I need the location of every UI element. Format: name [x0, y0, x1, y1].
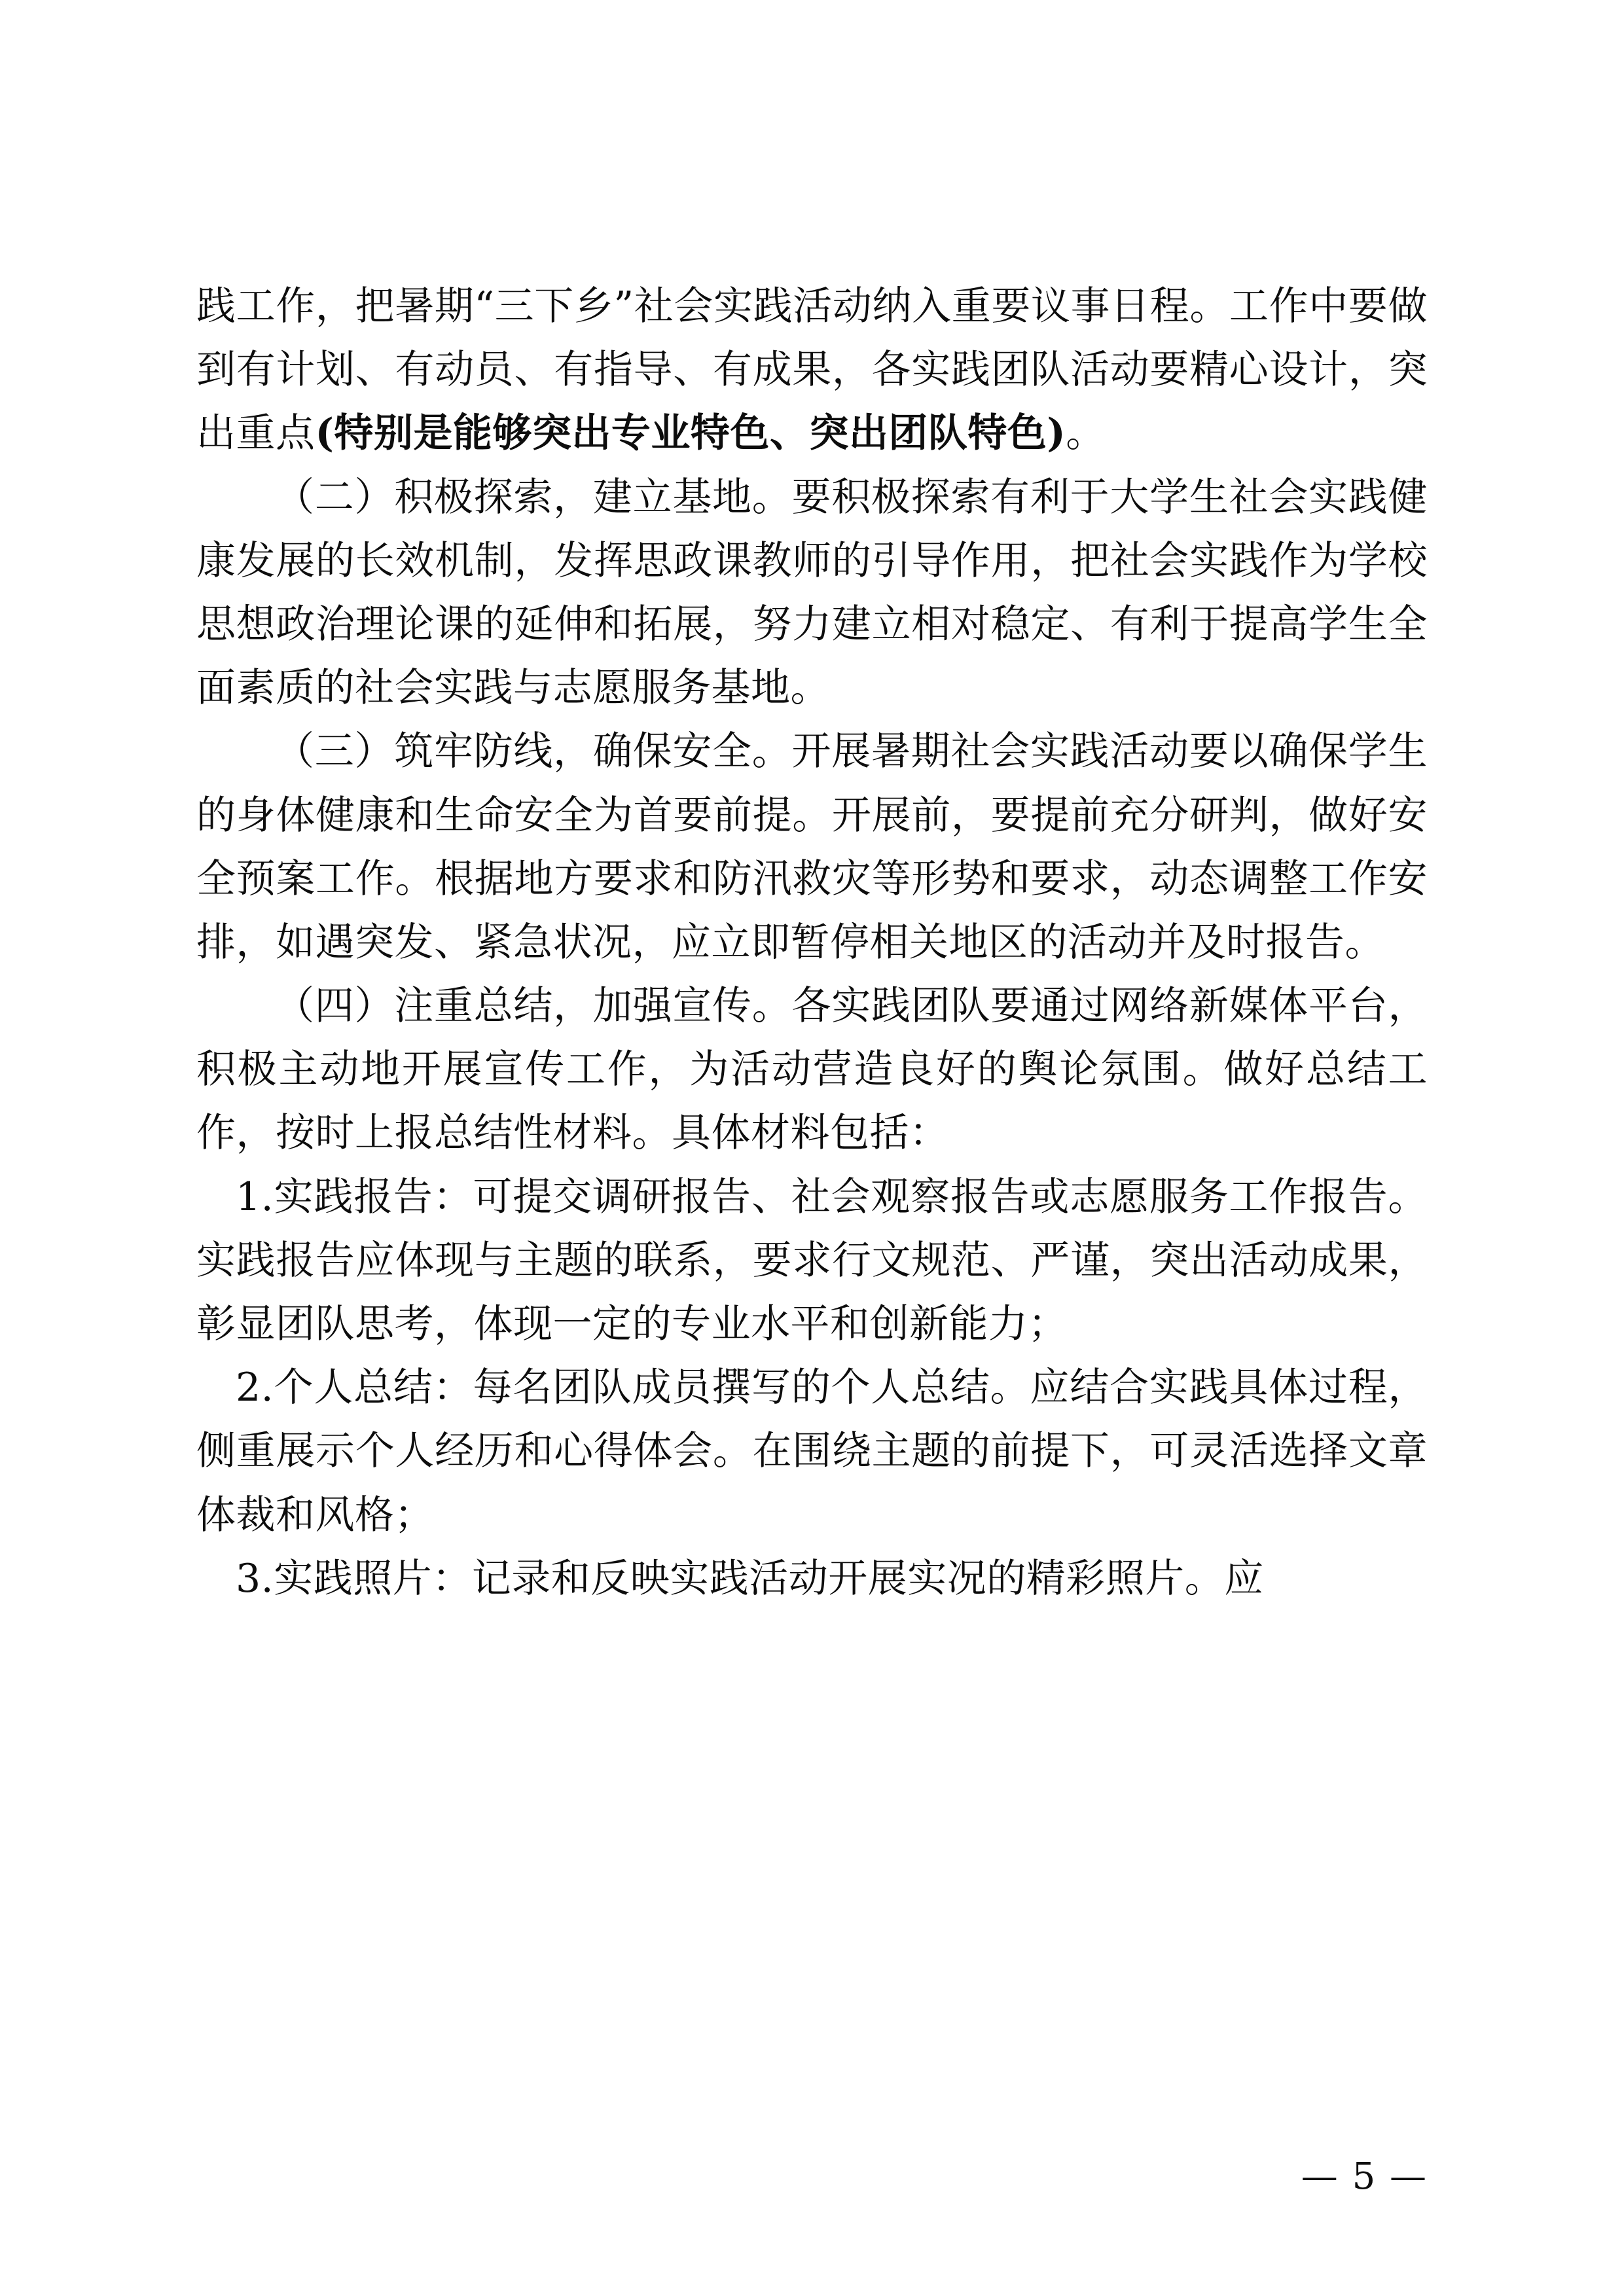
text-run: 践工作，把暑期“三下乡”社会实践活动纳入重要议事日程。工作中要做到有计划、有动员、有指导、有成果，各实践团队活动要精心设计，突出重点	[196, 283, 1428, 457]
text-run: （二）积极探索，建立基地。要积极探索有利于大学生社会实践健康发展的长效机制，发挥思政课教师的引导作用，把社会实践作为学校思想政治理论课的延伸和拓展，努力建立相对稳定、有利于提高学生全面素质的社会实践与志愿服务基地。	[196, 474, 1428, 711]
page-number: — 5 —	[1301, 2155, 1428, 2198]
text-run-bold-emphasis: 特别是能够突出专业特色、突出团队特色	[334, 410, 1047, 457]
text-run-bold: (	[315, 410, 334, 457]
list-item-personal-summary	[196, 1356, 1428, 1547]
paragraph-section-two	[196, 466, 1428, 721]
paragraph-section-three	[196, 720, 1428, 975]
text-run-bold-close: )	[1047, 410, 1066, 457]
text-run: （三）筑牢防线，确保安全。开展暑期社会实践活动要以确保学生的身体健康和生命安全为首要前提。开展前，要提前充分研判，做好安全预案工作。根据地方要求和防汛救灾等形势和要求，动态调整工作安排，如遇突发、紧急状况，应立即暂停相关地区的活动并及时报告。	[196, 728, 1428, 965]
text-run: 2.个人总结：每名团队成员撰写的个人总结。应结合实践具体过程，侧重展示个人经历和心得体会。在围绕主题的前提下，可灵活选择文章体裁和风格；	[196, 1365, 1428, 1538]
list-item-practice-report	[196, 1166, 1428, 1357]
text-run: （四）注重总结，加强宣传。各实践团队要通过网络新媒体平台，积极主动地开展宣传工作，为活动营造良好的舆论氛围。做好总结工作，按时上报总结性材料。具体材料包括：	[196, 983, 1428, 1157]
text-run: 1.实践报告：可提交调研报告、社会观察报告或志愿服务工作报告。实践报告应体现与主题的联系，要求行文规范、严谨，突出活动成果，彰显团队思考，体现一定的专业水平和创新能力；	[196, 1174, 1428, 1347]
paragraph-section-four	[196, 975, 1428, 1166]
paragraph-continued	[196, 275, 1428, 466]
list-item-practice-photos	[196, 1547, 1428, 1611]
text-run-end: 。	[1066, 410, 1106, 457]
document-body	[196, 275, 1428, 1611]
text-run: 3.实践照片：记录和反映实践活动开展实况的精彩照片。应	[236, 1555, 1264, 1602]
